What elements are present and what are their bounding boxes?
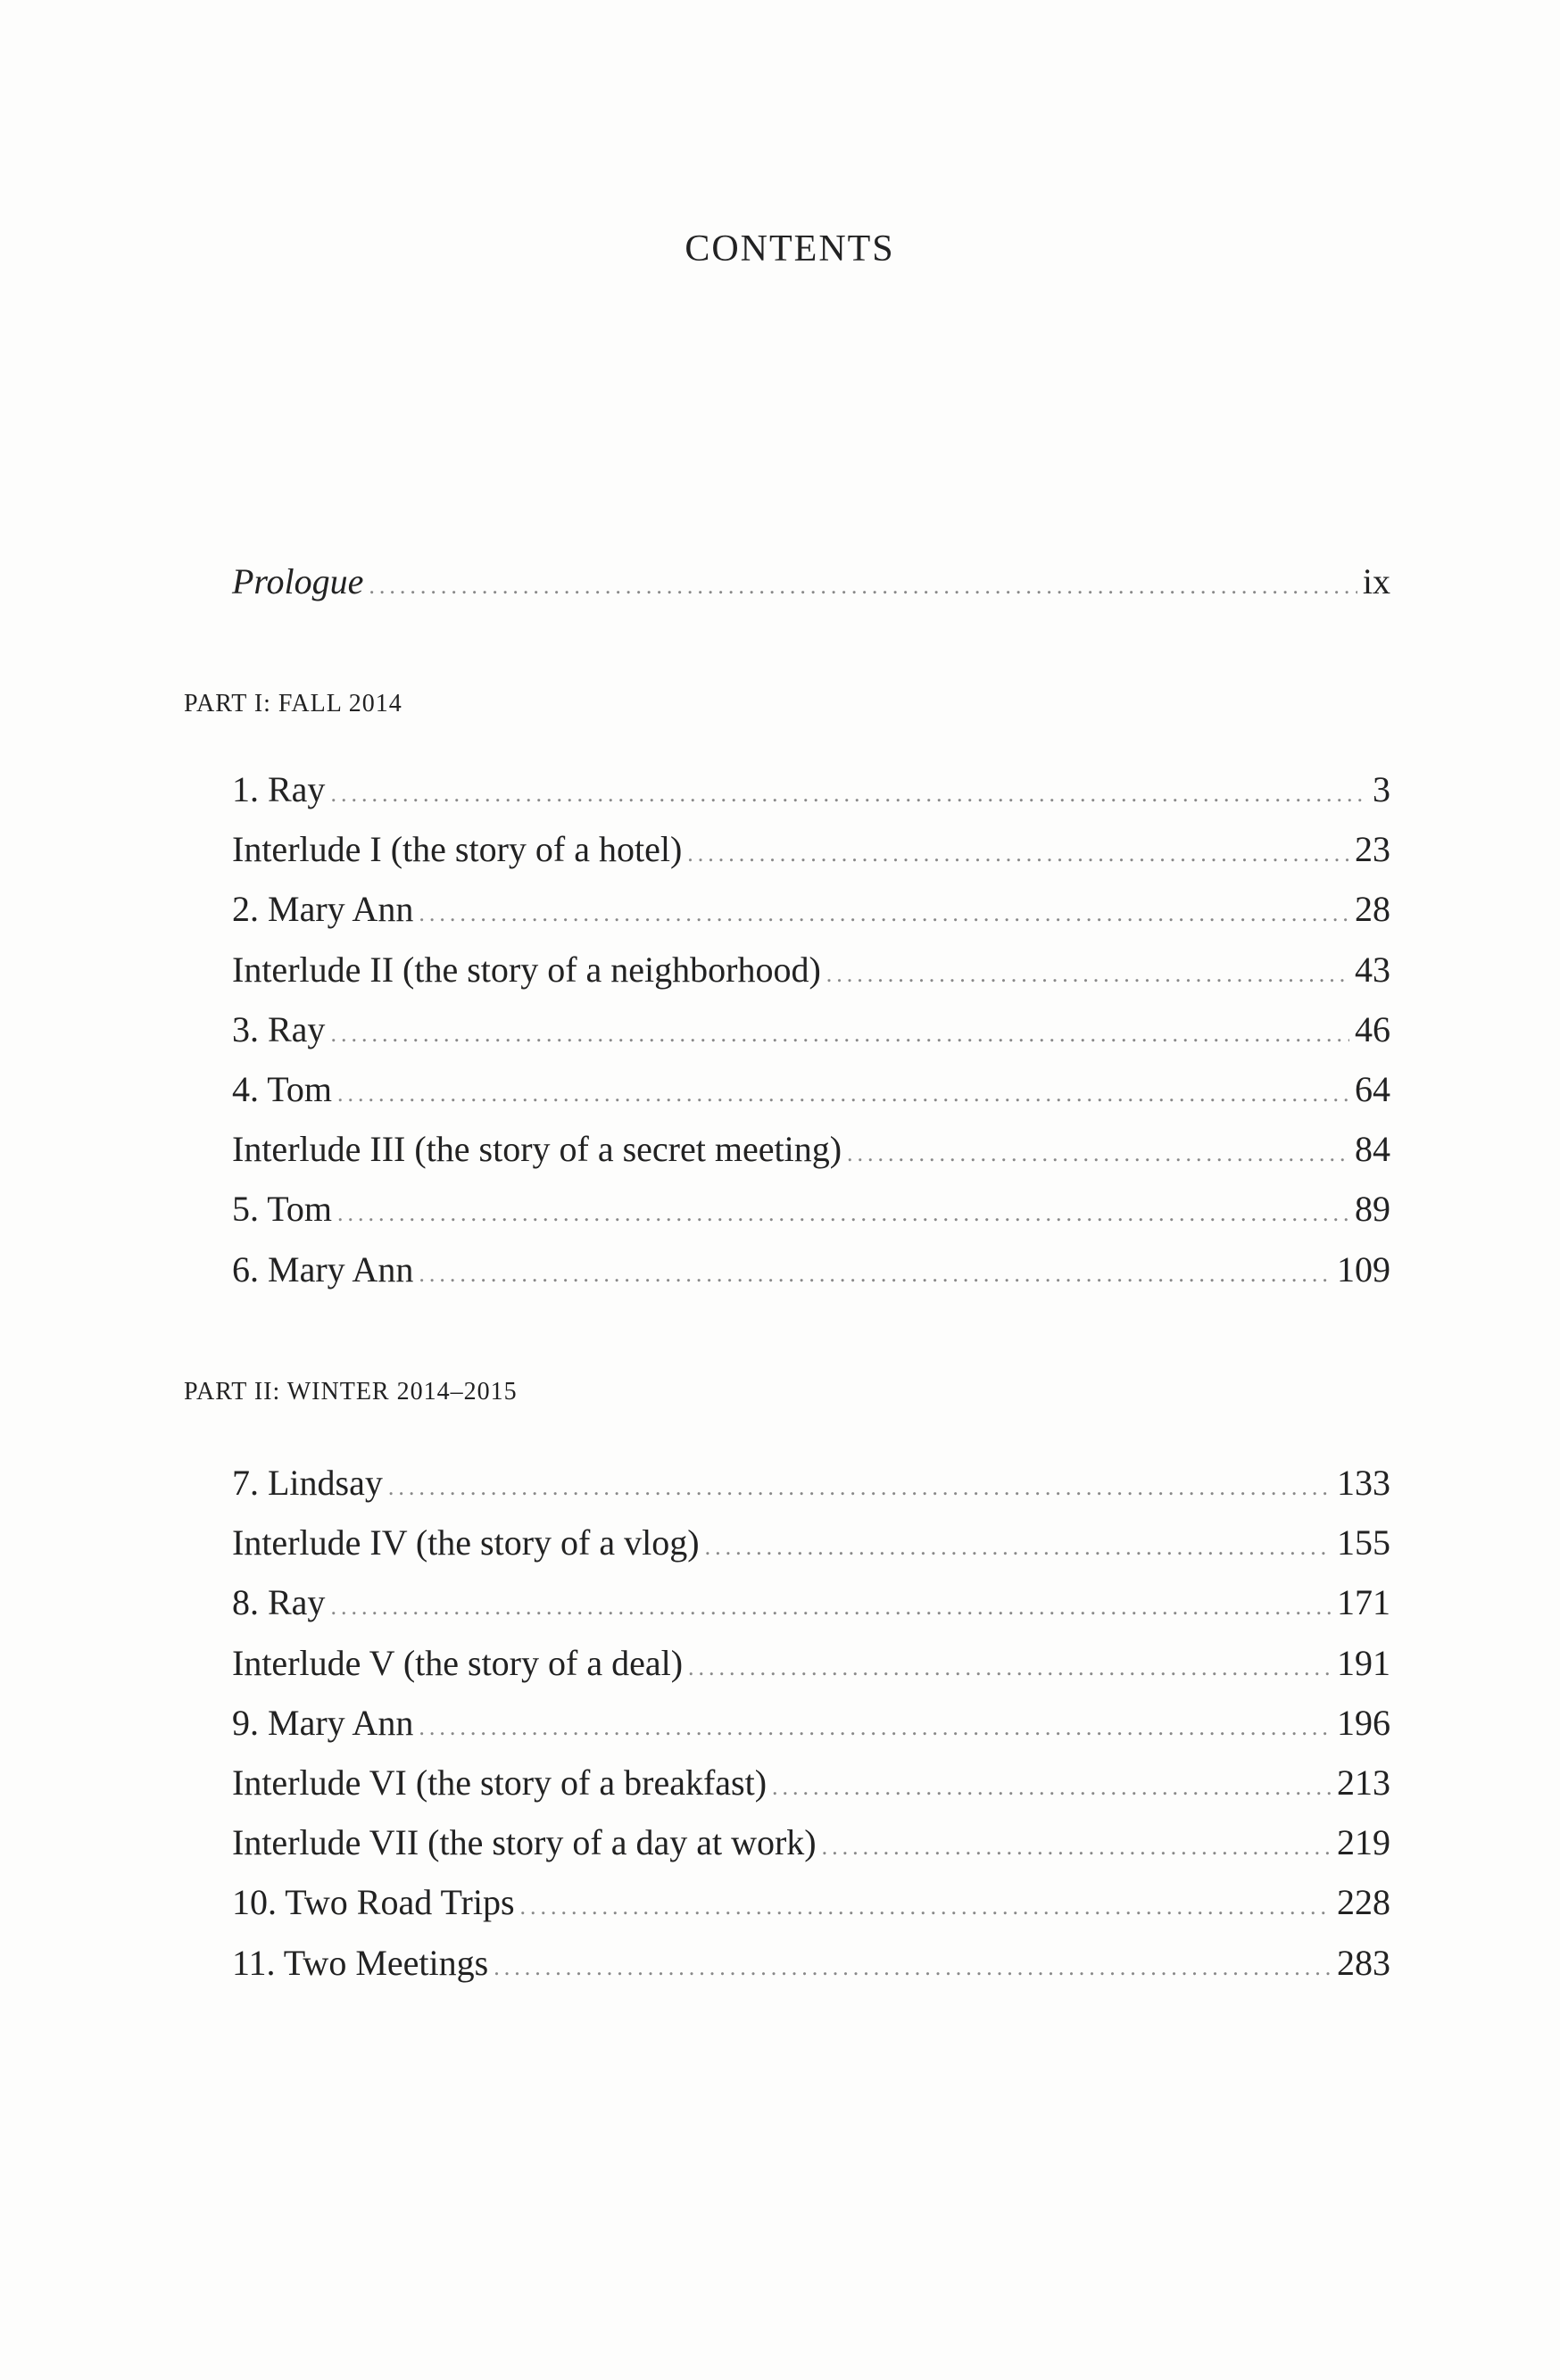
dot-leader bbox=[822, 1834, 1332, 1861]
entry-label: Interlude VI (the story of a breakfast) bbox=[232, 1762, 768, 1803]
dot-leader bbox=[388, 1474, 1332, 1501]
dot-leader bbox=[419, 1714, 1332, 1741]
entry-page: 46 bbox=[1355, 1008, 1390, 1049]
entry-page: 219 bbox=[1337, 1822, 1390, 1863]
entry-page: 171 bbox=[1337, 1582, 1390, 1623]
entry-label: Interlude V (the story of a deal) bbox=[232, 1642, 684, 1683]
toc-entry[interactable] bbox=[232, 1248, 1390, 1298]
entry-page: 283 bbox=[1337, 1942, 1390, 1983]
entry-label: Prologue bbox=[232, 561, 364, 601]
entry-page: 133 bbox=[1337, 1463, 1390, 1503]
entry-page: 191 bbox=[1337, 1642, 1390, 1683]
entry-page: 23 bbox=[1355, 829, 1390, 870]
entry-page: 89 bbox=[1355, 1189, 1390, 1230]
entry-label: 5. Tom bbox=[232, 1189, 333, 1230]
dot-leader bbox=[705, 1534, 1332, 1561]
dot-leader bbox=[494, 1954, 1332, 1981]
entry-page: ix bbox=[1362, 561, 1390, 601]
entry-label: Interlude IV (the story of a vlog) bbox=[232, 1522, 700, 1563]
toc-entry[interactable] bbox=[232, 1008, 1390, 1058]
entry-label: Interlude II (the story of a neighborhood) bbox=[232, 949, 821, 990]
entry-label: 1. Ray bbox=[232, 769, 326, 809]
entry-page: 28 bbox=[1355, 889, 1390, 930]
entry-label: Interlude VII (the story of a day at work) bbox=[232, 1822, 817, 1863]
toc-entry[interactable] bbox=[232, 888, 1390, 938]
toc-entry[interactable] bbox=[232, 1821, 1390, 1871]
toc-entry[interactable] bbox=[232, 1702, 1390, 1752]
dot-leader bbox=[337, 1081, 1349, 1107]
entry-page: 228 bbox=[1337, 1882, 1390, 1923]
entry-label: 8. Ray bbox=[232, 1582, 326, 1623]
entry-page: 64 bbox=[1355, 1069, 1390, 1109]
dot-leader bbox=[419, 900, 1349, 927]
toc-entry[interactable] bbox=[232, 1942, 1390, 1992]
entry-page: 43 bbox=[1355, 949, 1390, 990]
toc-entry[interactable] bbox=[232, 1581, 1390, 1631]
toc-entry[interactable] bbox=[232, 1128, 1390, 1178]
dot-leader bbox=[772, 1774, 1332, 1801]
entry-label: 11. Two Meetings bbox=[232, 1942, 489, 1983]
dot-leader bbox=[688, 1654, 1332, 1681]
entry-label: Interlude III (the story of a secret meeting) bbox=[232, 1129, 842, 1170]
entry-label: 3. Ray bbox=[232, 1008, 326, 1049]
dot-leader bbox=[330, 1021, 1349, 1048]
dot-leader bbox=[337, 1200, 1349, 1227]
dot-leader bbox=[369, 573, 1357, 600]
dot-leader bbox=[330, 781, 1367, 808]
entry-page: 196 bbox=[1337, 1702, 1390, 1743]
dot-leader bbox=[419, 1261, 1332, 1288]
part-heading: PART I: FALL 2014 bbox=[184, 690, 402, 717]
toc-entry[interactable] bbox=[232, 768, 1390, 818]
entry-label: 7. Lindsay bbox=[232, 1463, 383, 1503]
entry-label: 9. Mary Ann bbox=[232, 1702, 414, 1743]
entry-page: 109 bbox=[1337, 1248, 1390, 1290]
dot-leader bbox=[330, 1594, 1332, 1621]
entry-label: 6. Mary Ann bbox=[232, 1248, 414, 1290]
entry-page: 155 bbox=[1337, 1522, 1390, 1563]
toc-entry[interactable] bbox=[232, 1522, 1390, 1571]
page-title: CONTENTS bbox=[685, 228, 895, 270]
entry-label: Interlude I (the story of a hotel) bbox=[232, 829, 683, 870]
entry-label: 10. Two Road Trips bbox=[232, 1882, 515, 1923]
toc-entry[interactable] bbox=[232, 1462, 1390, 1512]
entry-page: 84 bbox=[1355, 1129, 1390, 1170]
entry-page: 3 bbox=[1373, 769, 1390, 809]
dot-leader bbox=[847, 1140, 1349, 1167]
toc-entry[interactable] bbox=[232, 828, 1390, 878]
entry-label: 4. Tom bbox=[232, 1069, 333, 1109]
toc-entry[interactable] bbox=[232, 1642, 1390, 1692]
entry-page: 213 bbox=[1337, 1762, 1390, 1803]
toc-entry[interactable] bbox=[232, 949, 1390, 999]
entry-label: 2. Mary Ann bbox=[232, 889, 414, 930]
toc-entry-prologue[interactable] bbox=[232, 560, 1390, 610]
dot-leader bbox=[520, 1894, 1332, 1920]
part-heading: PART II: WINTER 2014–2015 bbox=[184, 1378, 518, 1406]
toc-entry[interactable] bbox=[232, 1068, 1390, 1118]
dot-leader bbox=[687, 841, 1349, 867]
toc-entry[interactable] bbox=[232, 1188, 1390, 1238]
dot-leader bbox=[826, 961, 1349, 988]
toc-entry[interactable] bbox=[232, 1881, 1390, 1931]
toc-entry[interactable] bbox=[232, 1762, 1390, 1812]
